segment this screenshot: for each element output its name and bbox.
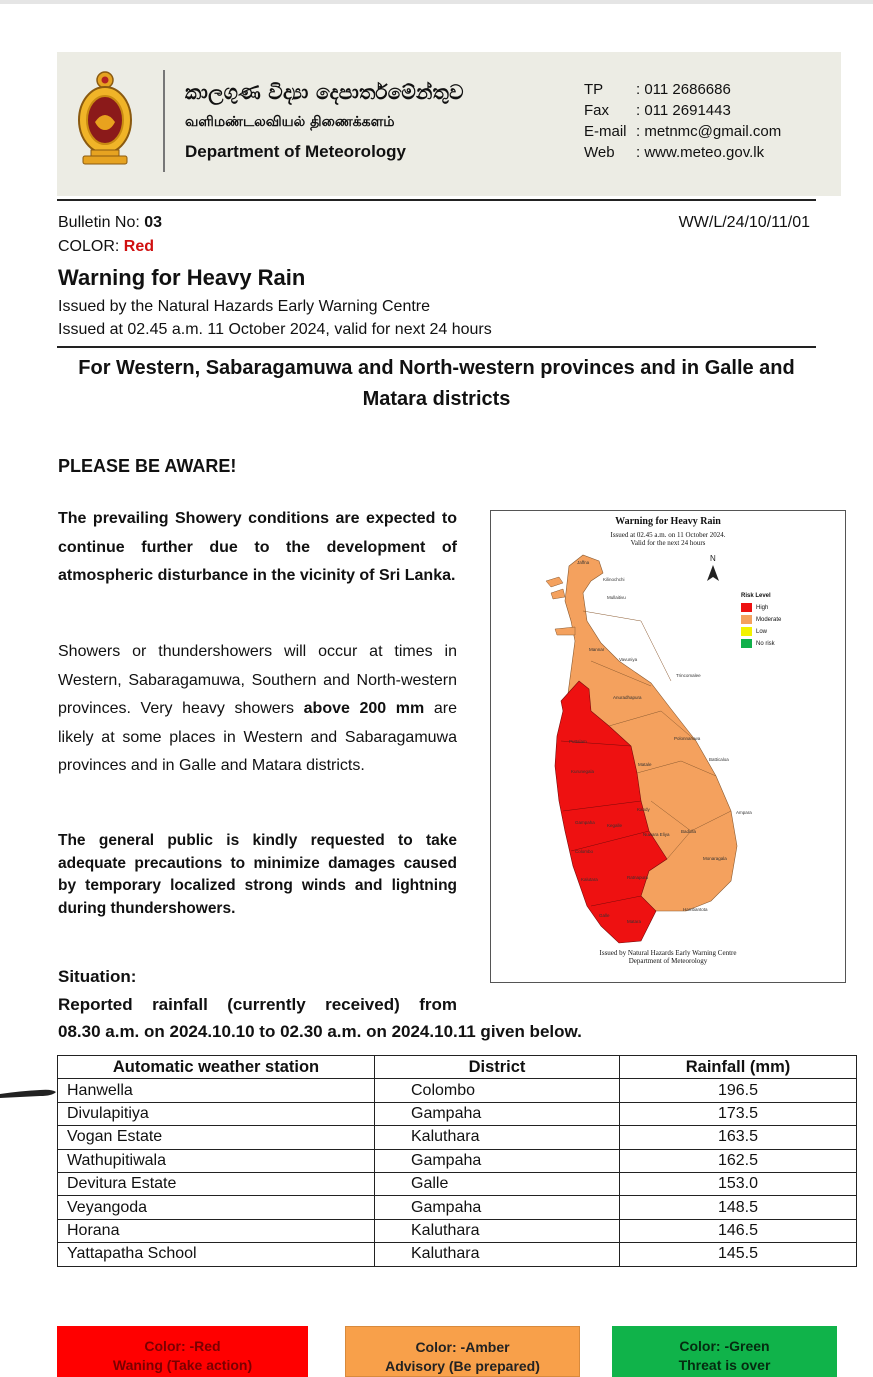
department-name-sinhala: කාලගුණ විද්‍යා දෙපාර්තමේන්තුව xyxy=(185,80,464,104)
situation-line-1: Reported rainfall (currently received) from xyxy=(58,995,457,1014)
contact-row: E-mail : metnmc@gmail.com xyxy=(584,123,782,140)
district-label: Ratnapura xyxy=(627,875,649,880)
legend-swatch xyxy=(741,615,752,624)
north-arrow-icon xyxy=(707,554,719,581)
paragraph-precautions: The general public is kindly requested to take adequate precautions to minimize damages caused by temporary localized strong winds and lightning during thundershowers. xyxy=(58,832,457,917)
district-label: Kegalle xyxy=(607,823,623,828)
paragraph-conditions: The prevailing Showery conditions are expected to continue further due to the development of atmospheric disturbance in the vicinity of Sri Lanka. xyxy=(58,510,457,584)
district-label: Nuwara Eliya xyxy=(643,832,670,837)
table-row: Vogan Estate Kaluthara 163.5 xyxy=(58,1126,857,1149)
department-name-tamil: வளிமண்டலவியல் திணைக்களம் xyxy=(185,114,395,130)
district-label: Batticaloa xyxy=(709,757,729,762)
district-label: Matara xyxy=(627,919,642,924)
top-strip xyxy=(0,0,873,4)
contact-row: Fax : 011 2691443 xyxy=(584,102,731,119)
legend-swatch xyxy=(741,627,752,636)
map-islet xyxy=(546,577,563,587)
rainfall-table xyxy=(57,1055,857,1267)
color-code-green: Color: -Green Threat is over xyxy=(612,1326,837,1377)
table-row: Veyangoda Gampaha 148.5 xyxy=(58,1196,857,1219)
bulletin-reference: WW/L/24/10/11/01 xyxy=(678,214,810,231)
district-label: Puttalam xyxy=(569,739,587,744)
warning-title: Warning for Heavy Rain xyxy=(58,265,306,290)
map-validity: Valid for the next 24 hours xyxy=(630,539,706,547)
contact-row: Web : www.meteo.gov.lk xyxy=(584,144,765,161)
district-label: Kurunegala xyxy=(571,769,595,774)
table-row: Devitura Estate Galle 153.0 xyxy=(58,1172,857,1195)
district-label: Kilinochchi xyxy=(603,577,625,582)
warning-map xyxy=(490,510,846,983)
district-label: Monaragala xyxy=(703,856,727,861)
paragraph-forecast: Showers or thundershowers will occur at times in Western, Sabaragamuwa, Southern and North-western provinces. Very heavy showers above 200 mm are likely at some places in Western and Sabaragamuwa provinces and in Galle and Matara districts. xyxy=(58,643,457,774)
map-legend xyxy=(741,593,781,651)
legend-item: High xyxy=(741,603,781,612)
district-label: Mannar xyxy=(589,647,605,652)
legend-item: Moderate xyxy=(741,615,781,624)
column-header-district: District xyxy=(375,1056,620,1079)
contact-details xyxy=(584,79,781,163)
district-label: Kandy xyxy=(637,807,650,812)
department-names xyxy=(185,80,464,162)
bulletin-number: Bulletin No: 03 xyxy=(58,214,163,231)
title-rule xyxy=(57,346,816,348)
legend-swatch xyxy=(741,603,752,612)
legend-item: Low xyxy=(741,627,781,636)
issued-by: Issued by the Natural Hazards Early Warning Centre xyxy=(58,298,431,315)
district-label: Polonnaruwa xyxy=(674,736,701,741)
district-label: Kalutara xyxy=(581,877,598,882)
table-header-row xyxy=(58,1056,857,1079)
map-title: Warning for Heavy Rain xyxy=(615,516,721,527)
column-header-rainfall: Rainfall (mm) xyxy=(620,1056,857,1079)
situation-line-2: 08.30 a.m. on 2024.10.10 to 02.30 a.m. on 2024.10.11 given below. xyxy=(58,1022,582,1041)
header-rule xyxy=(57,199,816,201)
header-divider xyxy=(163,70,165,172)
district-label: Trincomalee xyxy=(676,673,701,678)
district-label: Anuradhapura xyxy=(613,695,642,700)
issued-at: Issued at 02.45 a.m. 11 October 2024, valid for next 24 hours xyxy=(58,321,492,338)
map-islet xyxy=(551,589,565,599)
map-footer: Issued by Natural Hazards Early Warning Centre Department of Meteorology xyxy=(599,949,737,965)
table-row: Wathupitiwala Gampaha 162.5 xyxy=(58,1149,857,1172)
sri-lanka-map xyxy=(491,511,847,984)
pen-marker-stroke xyxy=(0,1086,58,1100)
legend-item: No risk xyxy=(741,639,781,648)
table-row: Horana Kaluthara 146.5 xyxy=(58,1219,857,1242)
district-label: Hambantota xyxy=(683,907,708,912)
national-emblem-icon xyxy=(77,70,133,168)
district-label: Jaffna xyxy=(577,560,590,565)
district-label: Colombo xyxy=(575,849,594,854)
legend-title: Risk Level xyxy=(741,593,771,599)
table-row: Yattapatha School Kaluthara 145.5 xyxy=(58,1243,857,1266)
legend-swatch xyxy=(741,639,752,648)
table-row: Hanwella Colombo 196.5 xyxy=(58,1079,857,1102)
aware-heading: PLEASE BE AWARE! xyxy=(58,456,237,476)
contact-row: TP : 011 2686686 xyxy=(584,81,731,98)
situation-heading: Situation: xyxy=(58,967,137,986)
district-label: Vavuniya xyxy=(619,657,638,662)
color-code-amber: Color: -Amber Advisory (Be prepared) xyxy=(345,1326,580,1377)
table-row: Divulapitiya Gampaha 173.5 xyxy=(58,1102,857,1125)
district-label: Mullaitivu xyxy=(607,595,626,600)
column-header-station: Automatic weather station xyxy=(58,1056,375,1079)
district-label: Badulla xyxy=(681,829,697,834)
bulletin-color: COLOR: Red xyxy=(58,238,155,255)
district-label: Galle xyxy=(599,913,610,918)
letterhead xyxy=(57,52,841,196)
district-label: Gampaha xyxy=(575,820,595,825)
color-code-red: Color: -Red Waning (Take action) xyxy=(57,1326,308,1377)
north-label: N xyxy=(710,554,716,563)
map-subtitle: Issued at 02.45 a.m. on 11 October 2024. xyxy=(610,531,726,539)
affected-areas: For Western, Sabaragamuwa and North-western provinces and in Galle and Matara districts xyxy=(78,357,795,410)
district-label: Ampara xyxy=(736,810,752,815)
map-islet xyxy=(555,627,575,635)
district-label: Matale xyxy=(638,762,652,767)
department-name-english: Department of Meteorology xyxy=(185,142,407,161)
